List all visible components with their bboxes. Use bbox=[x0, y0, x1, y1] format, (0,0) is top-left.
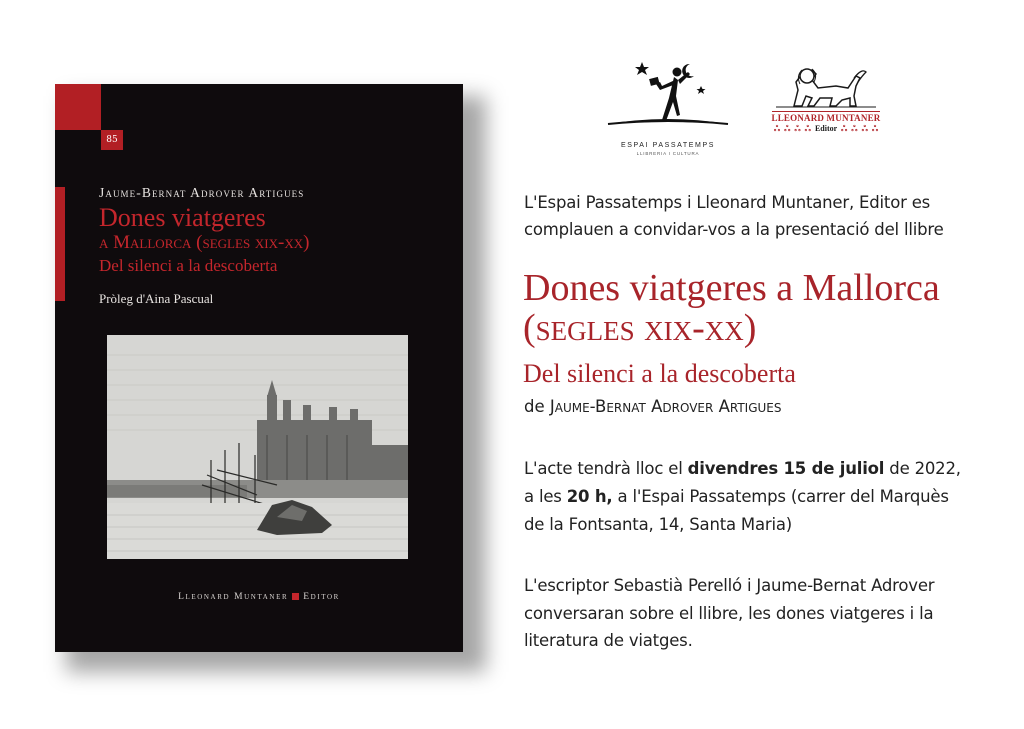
ornament-icon: ஃ ஃ ஃ ஃ bbox=[841, 124, 879, 133]
cover-publisher bbox=[55, 592, 463, 602]
muntaner-editor bbox=[766, 124, 886, 134]
lleonard-muntaner-logo bbox=[766, 60, 886, 144]
event-date: divendres 15 de juliol bbox=[687, 459, 885, 478]
event-line-3: de la Fontsanta, 14, Santa Maria) bbox=[524, 515, 792, 534]
book-byline bbox=[524, 397, 1004, 416]
espai-passatemps-logo bbox=[604, 58, 732, 158]
talk-line-1: L'escriptor Sebastià Perelló i Jaume-Bernat Adrover bbox=[524, 576, 935, 595]
muntaner-rule bbox=[772, 111, 880, 112]
event-details bbox=[524, 455, 994, 539]
muntaner-name: LLEONARD MUNTANER bbox=[771, 113, 881, 123]
invitation-intro bbox=[524, 189, 1004, 243]
cover-engraving-image bbox=[107, 335, 408, 559]
cover-prologue: Pròleg d'Aina Pascual bbox=[99, 291, 214, 306]
cover-title-line2: a Mallorca (segles xix-xx) bbox=[99, 232, 310, 253]
cover-red-square bbox=[55, 84, 101, 130]
lion-icon bbox=[766, 60, 886, 110]
cover-author: Jaume-Bernat Adrover Artigues bbox=[99, 185, 305, 200]
intro-line-1: L'Espai Passatemps i Lleonard Muntaner, Editor es bbox=[524, 193, 931, 212]
event-time: 20 h, bbox=[566, 487, 613, 506]
cover-title: Dones viatgeres bbox=[99, 203, 266, 232]
book-subtitle: Del silenci a la descoberta bbox=[523, 359, 796, 388]
talk-line-2: conversaran sobre el llibre, les dones viatgeres i la bbox=[524, 603, 934, 623]
book-title-line-2: (segles xix-xx) bbox=[523, 307, 757, 349]
byline-author: Jaume-Bernat Adrover Artigues bbox=[549, 397, 782, 416]
talk-description bbox=[524, 572, 984, 655]
publisher-mark-icon bbox=[292, 593, 299, 600]
talk-line-3: literatura de viatges. bbox=[524, 631, 693, 650]
ornament-icon: ஃ ஃ ஃ ஃ bbox=[773, 124, 811, 133]
cover-publisher-editor: Editor bbox=[303, 592, 340, 602]
passatemps-caption: ESPAI PASSATEMPS bbox=[620, 142, 716, 149]
muntaner-editor-label: Editor bbox=[814, 124, 838, 133]
juggler-icon bbox=[604, 58, 732, 142]
passatemps-tagline: LLIBRERIA I CULTURA bbox=[636, 151, 700, 156]
intro-line-2: complauen a convidar-vos a la presentació del llibre bbox=[524, 220, 944, 239]
event-line-2: a les 20 h, a l'Espai Passatemps (carrer del Marquès bbox=[524, 487, 949, 506]
cover-collection-number: 85 bbox=[101, 130, 123, 150]
book-cover bbox=[55, 84, 463, 652]
cover-publisher-name: Lleonard Muntaner bbox=[178, 592, 289, 602]
event-line-1: L'acte tendrà lloc el divendres 15 de juliol de 2022, bbox=[524, 459, 961, 478]
book-title-line-1: Dones viatgeres a Mallorca bbox=[523, 267, 940, 309]
byline-prefix: de bbox=[524, 397, 545, 416]
book-title bbox=[523, 268, 1003, 348]
cover-red-bar bbox=[55, 187, 65, 301]
cover-subtitle: Del silenci a la descoberta bbox=[99, 256, 278, 275]
